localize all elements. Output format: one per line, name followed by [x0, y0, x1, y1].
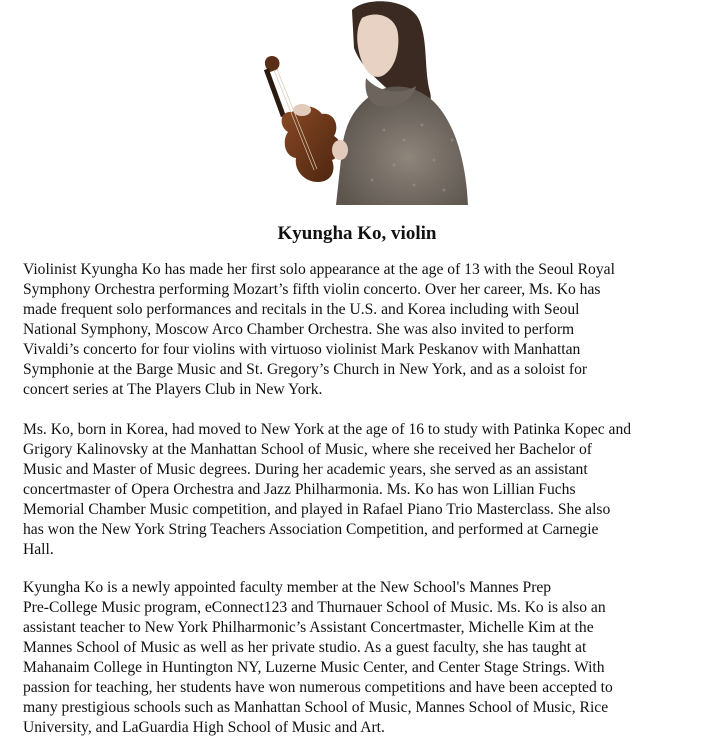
bio-paragraph-education: Ms. Ko, born in Korea, had moved to New York at the age of 16 to study with Patinka Kopec and Grigory Kalinovsky at the Manhattan School of Music, where she received her Bachelor of Music and Master of Music degrees. During her academic years, she served as an assistant concertmaster of Opera Orchestra and Jazz Philharmonia. Ms. Ko has won Lillian Fuchs Memorial Chamber Music competition, and played in Rafael Piano Trio Masterclass. She also has won the New York String Teachers Association Competition, and performed at Carnegie Hall. [23, 421, 632, 558]
violinist-portrait-image [244, 0, 472, 205]
performer-name-title: Kyungha Ko, violin [277, 223, 437, 244]
bio-paragraph-teaching: Kyungha Ko is a newly appointed faculty member at the New School's Mannes Prep Pre-College Music program, eConnect123 and Thurnauer School of Music. Ms. Ko is also an assistant teacher to New York Philharmonic’s Assistant Concertmaster, Michelle Kim at the Mannes School of Music as well as her private studio. As a guest faculty, she has taught at Mahanaim College in Huntington NY, Luzerne Music Center, and Center Stage Strings. With passion for teaching, her students have won numerous competitions and have been accepted to many prestigious schools such as Manhattan School of Music, Mannes School of Music, Rice University, and LaGuardia High School of Music and Art. [23, 579, 613, 736]
violinist-portrait-icon [244, 0, 472, 205]
bio-paragraph-performance: Violinist Kyungha Ko has made her first solo appearance at the age of 13 with the Seoul Royal Symphony Orchestra performing Mozart’s fifth violin concerto. Over her career, Ms. Ko has made frequent solo performances and recitals in the U.S. and Korea including with Seoul National Symphony, Moscow Arco Chamber Orchestra. She was also invited to perform Vivaldi’s concerto for four violins with virtuoso violinist Mark Peskanov with Manhattan Symphonie at the Barge Music and St. Gregory’s Church in New York, and as a soloist for concert series at The Players Club in New York. [23, 261, 615, 398]
